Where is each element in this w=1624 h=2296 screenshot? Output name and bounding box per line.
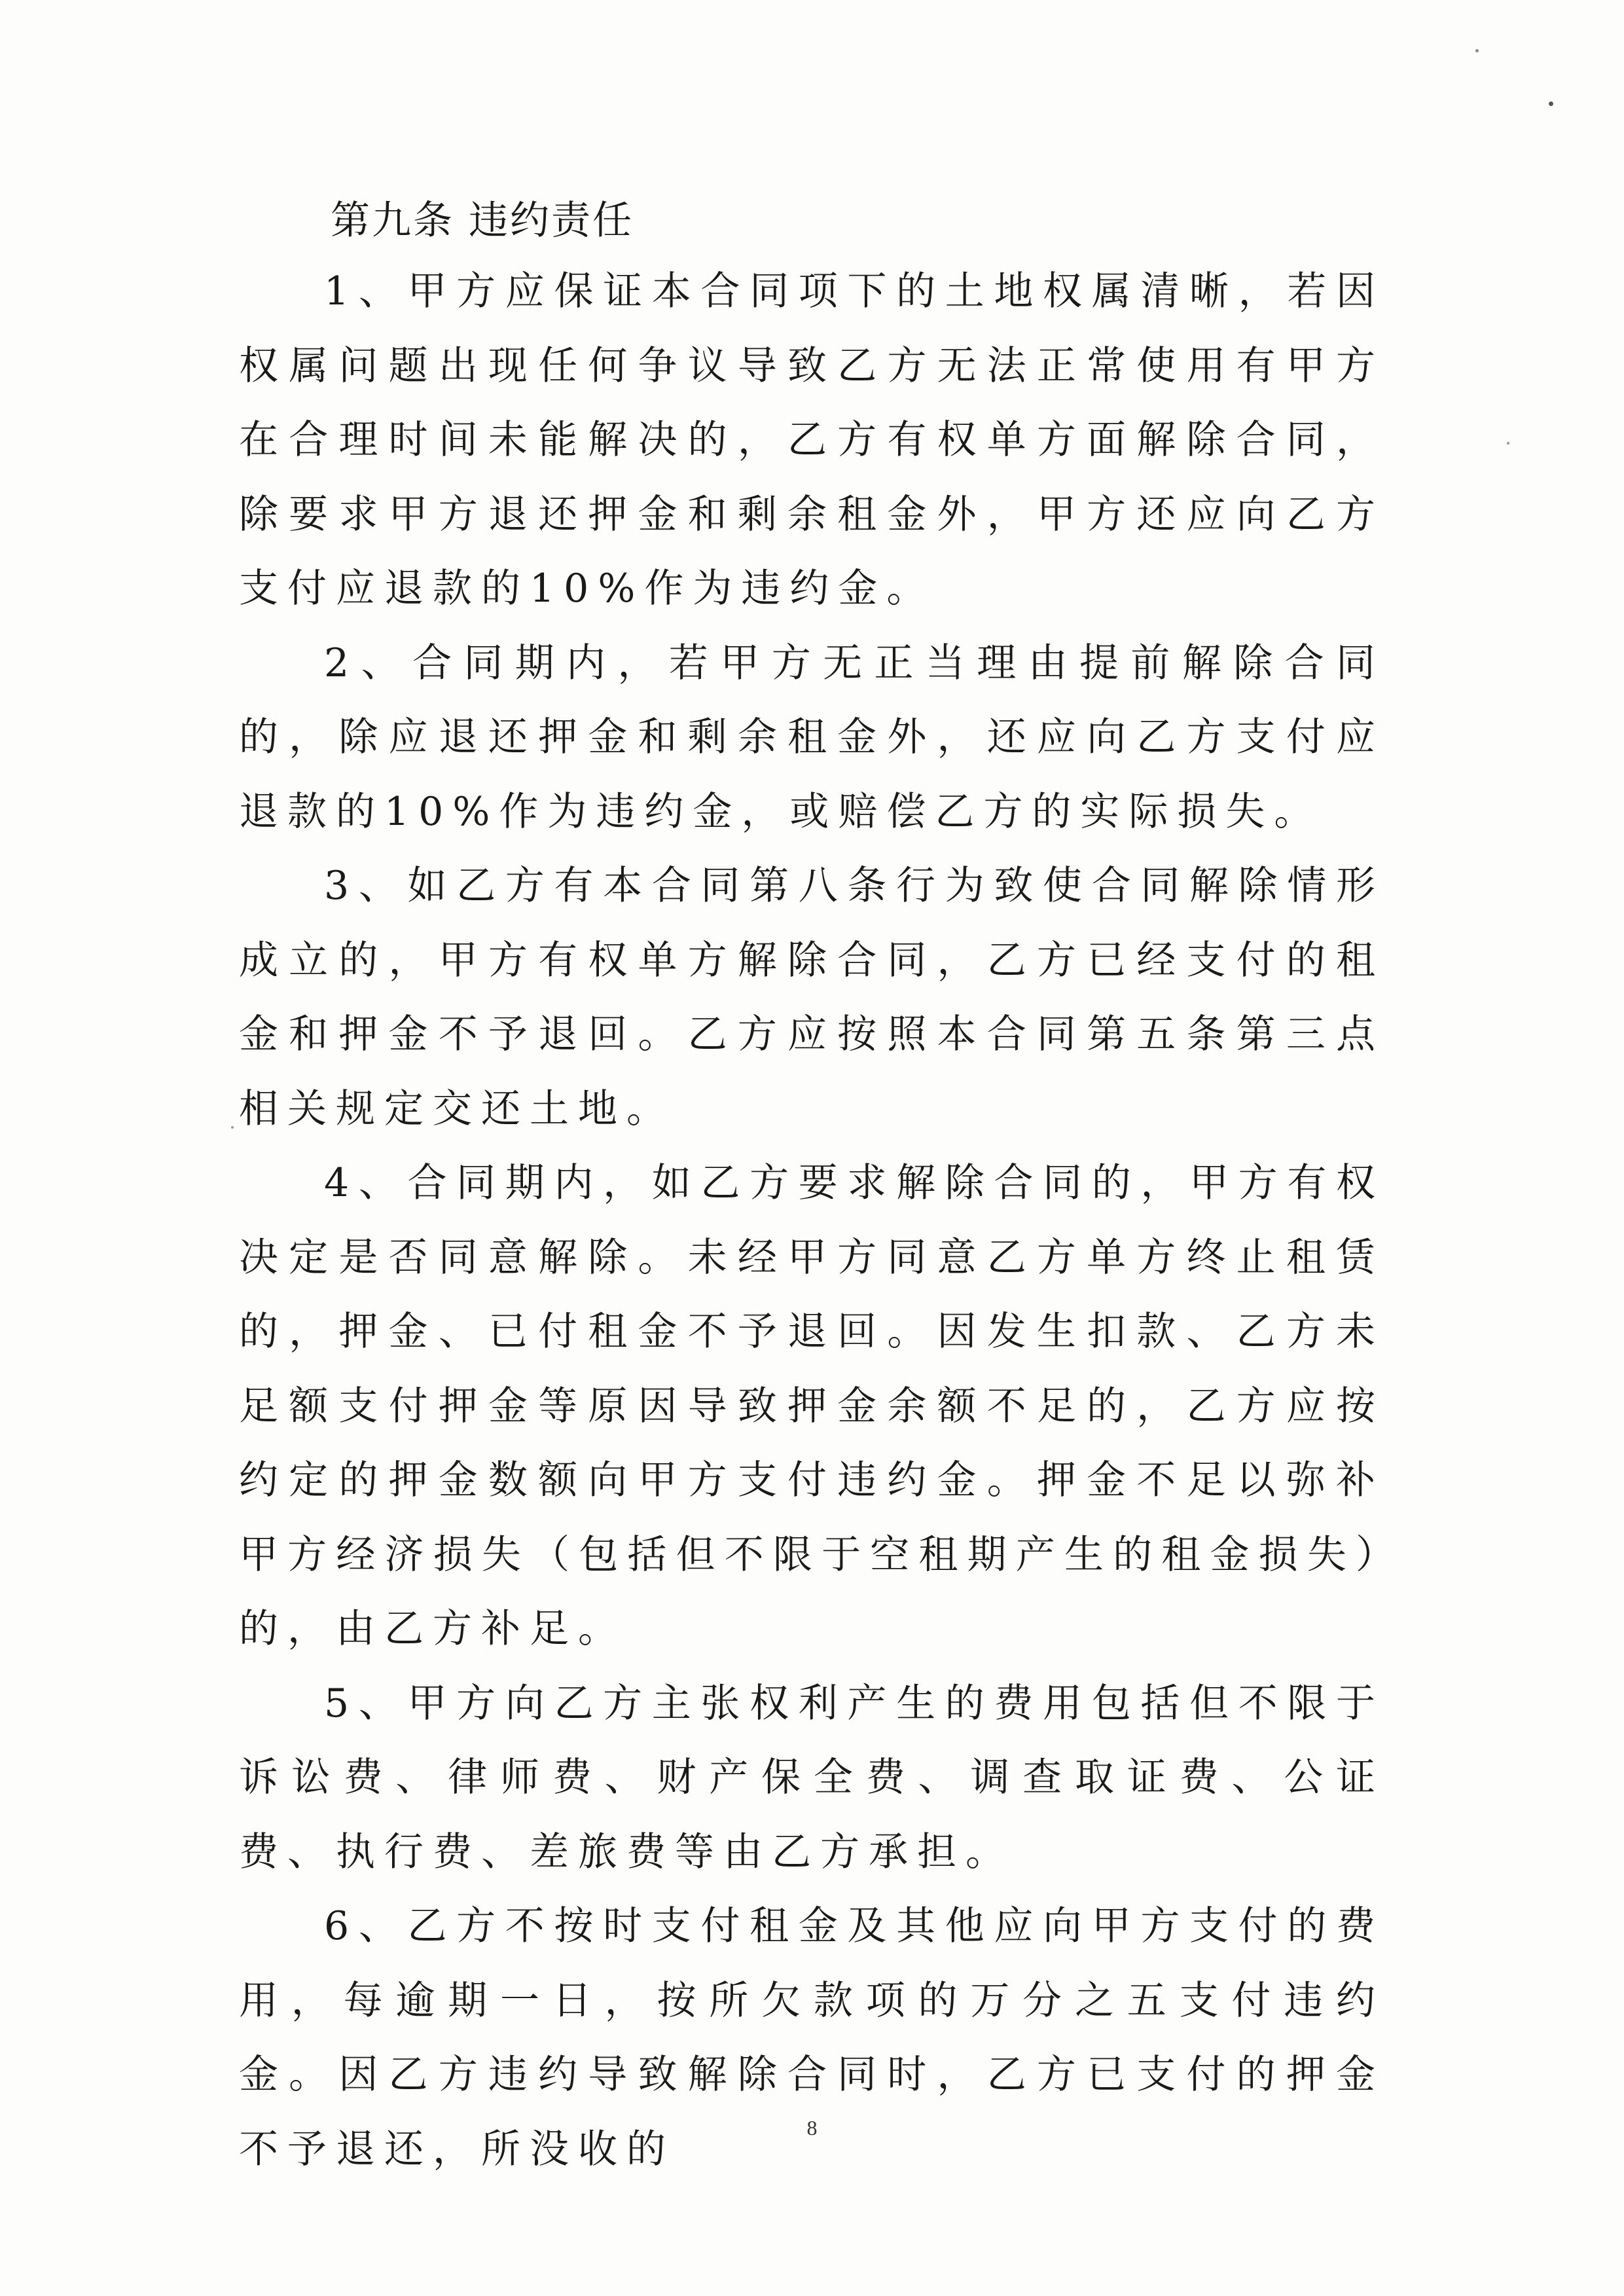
clause-1: 1、甲方应保证本合同项下的土地权属清晰，若因权属问题出现任何争议导致乙方无法正常使用有甲方在合理时间未能解决的，乙方有权单方面解除合同，除要求甲方退还押金和剩余租金外，甲方还应向乙方支付应退款的10%作为违约金。 [239, 268, 1384, 611]
scan-speck [1549, 101, 1553, 106]
scan-speck [1475, 49, 1479, 52]
clause-3: 3、如乙方有本合同第八条行为致使合同解除情形成立的，甲方有权单方解除合同，乙方已经支付的租金和押金不予退回。乙方应按照本合同第五条第三点相关规定交还土地。 [239, 863, 1384, 1132]
clause-6: 6、乙方不按时支付租金及其他应向甲方支付的费用，每逾期一日，按所欠款项的万分之五支付违约金。因乙方违约导致解除合同时，乙方已支付的押金不予退还，所没收的 [239, 1903, 1384, 2172]
scan-speck [231, 1126, 234, 1129]
scan-speck [1507, 442, 1509, 445]
contract-body [239, 187, 1384, 2187]
page-number: 8 [806, 2116, 818, 2140]
clause-2: 2、合同期内，若甲方无正当理由提前解除合同的，除应退还押金和剩余租金外，还应向乙方支付应退款的10%作为违约金，或赔偿乙方的实际损失。 [239, 640, 1384, 835]
clause-5: 5、甲方向乙方主张权利产生的费用包括但不限于诉讼费、律师费、财产保全费、调查取证费、公证费、执行费、差旅费等由乙方承担。 [239, 1680, 1384, 1875]
clause-4: 4、合同期内，如乙方要求解除合同的，甲方有权决定是否同意解除。未经甲方同意乙方单方终止租赁的，押金、已付租金不予退回。因发生扣款、乙方未足额支付押金等原因导致押金余额不足的，乙方应按约定的押金数额向甲方支付违约金。押金不足以弥补甲方经济损失（包括但不限于空租期产生的租金损失）的，由乙方补足。 [239, 1160, 1384, 1652]
section-heading: 第九条 违约责任 [331, 198, 634, 244]
